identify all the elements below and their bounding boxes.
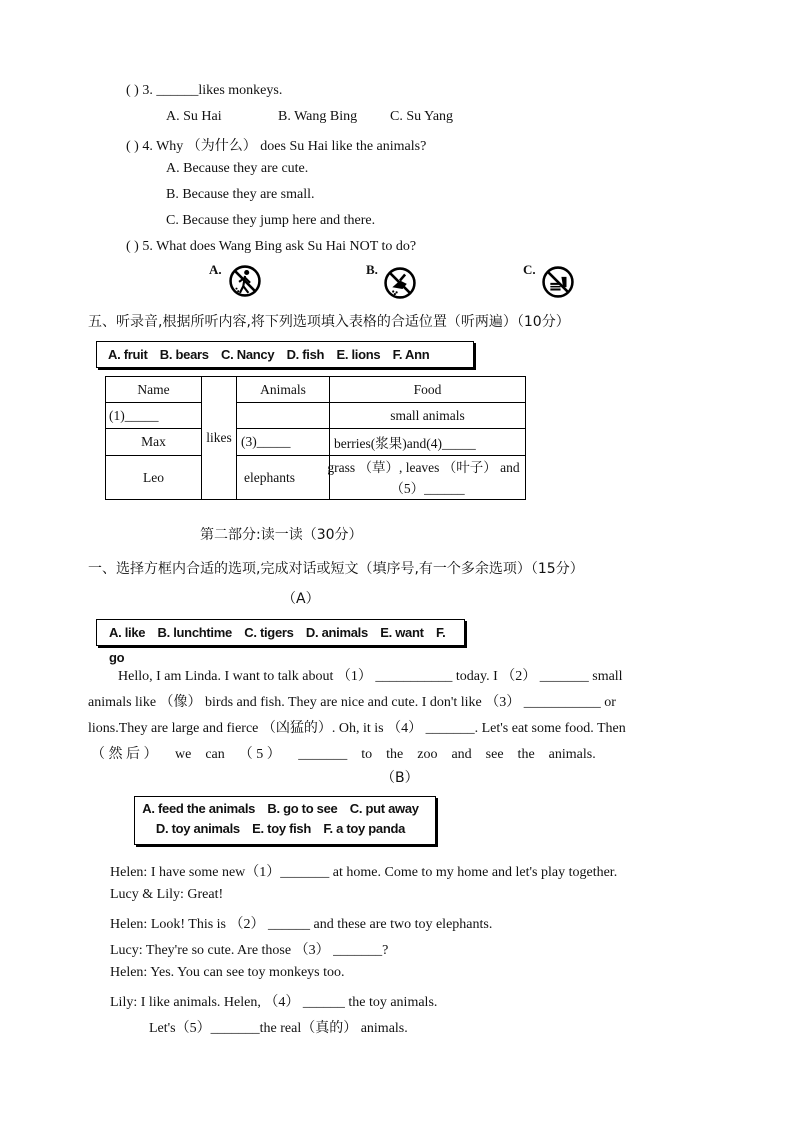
option-item: D. fish (286, 347, 325, 362)
header-food: Food (330, 377, 526, 403)
q5-option-a: A. (209, 262, 222, 277)
dialogue-line: Lucy & Lily: Great! (110, 887, 224, 902)
passage-a-line-3: lions.They are large and fierce （凶猛的）. Oh, it is （4） _______. Let's eat some food. Then (88, 721, 626, 736)
dialogue-line: Lucy: They're so cute. Are those （3） _______? (110, 943, 389, 958)
q3-option-b: B. Wang Bing (278, 109, 358, 124)
row3-name: Leo (106, 456, 202, 500)
no-trash-icon (541, 265, 575, 299)
no-feeding-icon (383, 266, 417, 300)
row3-food-blank[interactable]: （5）______ (390, 480, 465, 496)
q3-number: ( ) 3. (126, 83, 153, 98)
passage-a-line-4: （ 然 后 ） we can （ 5 ） _______ to the zoo and see the animals. (91, 747, 596, 762)
q4-text: does Su Hai like the animals? (260, 139, 427, 154)
part2-q1-heading: 一、选择方框内合适的选项,完成对话或短文（填序号,有一个多余选项）（15分） (88, 561, 584, 577)
dialogue-line: Lily: I like animals. Helen, （4） ______ the toy animals. (110, 995, 438, 1010)
option-item: C. Nancy (221, 347, 275, 362)
row3-animals: elephants (237, 456, 330, 500)
no-litter-icon (228, 264, 262, 298)
option-item: F. a toy panda (323, 821, 406, 836)
dialogue-line: Helen: Look! This is （2） ______ and these are two toy elephants. (110, 917, 493, 932)
passage-a-line-2: animals like （像） birds and fish. They are nice and cute. I don't like （3） ___________ or (88, 695, 616, 710)
row1-name-blank[interactable]: (1)_____ (106, 403, 202, 429)
option-item: F. Ann (392, 347, 430, 362)
option-item: C. put away (349, 801, 419, 816)
q3-option-a: A. Su Hai (166, 109, 222, 124)
option-item: E. want (380, 625, 424, 640)
option-item: A. feed the animals (142, 801, 256, 816)
option-row (135, 819, 435, 839)
q4-option-c: C. Because they jump here and there. (166, 213, 376, 228)
option-item: D. toy animals (155, 821, 240, 836)
row2-name: Max (106, 429, 202, 456)
option-item: A. like (109, 625, 146, 640)
dialogue-line: Let's（5）_______the real（真的） animals. (149, 1021, 408, 1036)
q4-number: ( ) 4. Why (126, 139, 184, 154)
option-item: E. toy fish (252, 821, 311, 836)
option-item: B. bears (159, 347, 209, 362)
q5-option-b: B. (366, 262, 378, 277)
answer-table (105, 376, 526, 500)
row2-animals-blank[interactable]: (3)_____ (237, 429, 330, 456)
passage-a-line-1: Hello, I am Linda. I want to talk about （1） ___________ today. I （2） _______ small (118, 669, 623, 684)
row3-food (327, 456, 526, 500)
option-item: E. lions (336, 347, 381, 362)
q4-option-b: B. Because they are small. (166, 187, 315, 202)
option-item: C. tigers (244, 625, 294, 640)
option-row (135, 799, 435, 819)
q3-option-c: C. Su Yang (390, 109, 454, 124)
section5-heading: 五、听录音,根据所听内容,将下列选项填入表格的合适位置（听两遍）（10分） (88, 314, 570, 330)
q5-option-c: C. (523, 262, 536, 277)
section-a-option-box (96, 619, 465, 665)
row3-food-line1: grass （草）, leaves （叶子） and (327, 459, 520, 475)
dialogue-line: Helen: I have some new（1）_______ at home. Come to my home and let's play together. (110, 865, 618, 880)
q4-stem (126, 135, 426, 155)
section-a-label: （A） (282, 591, 320, 607)
row2-food: berries(浆果)and(4)_____ (330, 429, 526, 456)
section-b-label: （B） (381, 770, 419, 786)
row1-food: small animals (330, 403, 526, 429)
q4-option-a: A. Because they are cute. (166, 161, 309, 176)
option-item: A. fruit (108, 347, 148, 362)
section5-option-box (96, 341, 474, 368)
part2-heading: 第二部分:读一读（30分） (200, 527, 363, 543)
dialogue-line: Helen: Yes. You can see toy monkeys too. (110, 965, 345, 980)
row1-animals (237, 403, 330, 429)
option-item: D. animals (305, 625, 368, 640)
option-item: B. lunchtime (157, 625, 232, 640)
header-animals: Animals (237, 377, 330, 403)
q3-stem (126, 83, 282, 99)
likes-cell: likes (202, 377, 237, 500)
option-item: B. go to see (267, 801, 338, 816)
q4-why-zh: （为什么） (186, 138, 257, 154)
section-b-option-box (134, 796, 436, 845)
q3-text: ______likes monkeys. (156, 83, 283, 98)
q5-stem: ( ) 5. What does Wang Bing ask Su Hai NOT to do? (126, 239, 417, 254)
option-item: F. go (109, 625, 446, 665)
header-name: Name (106, 377, 202, 403)
